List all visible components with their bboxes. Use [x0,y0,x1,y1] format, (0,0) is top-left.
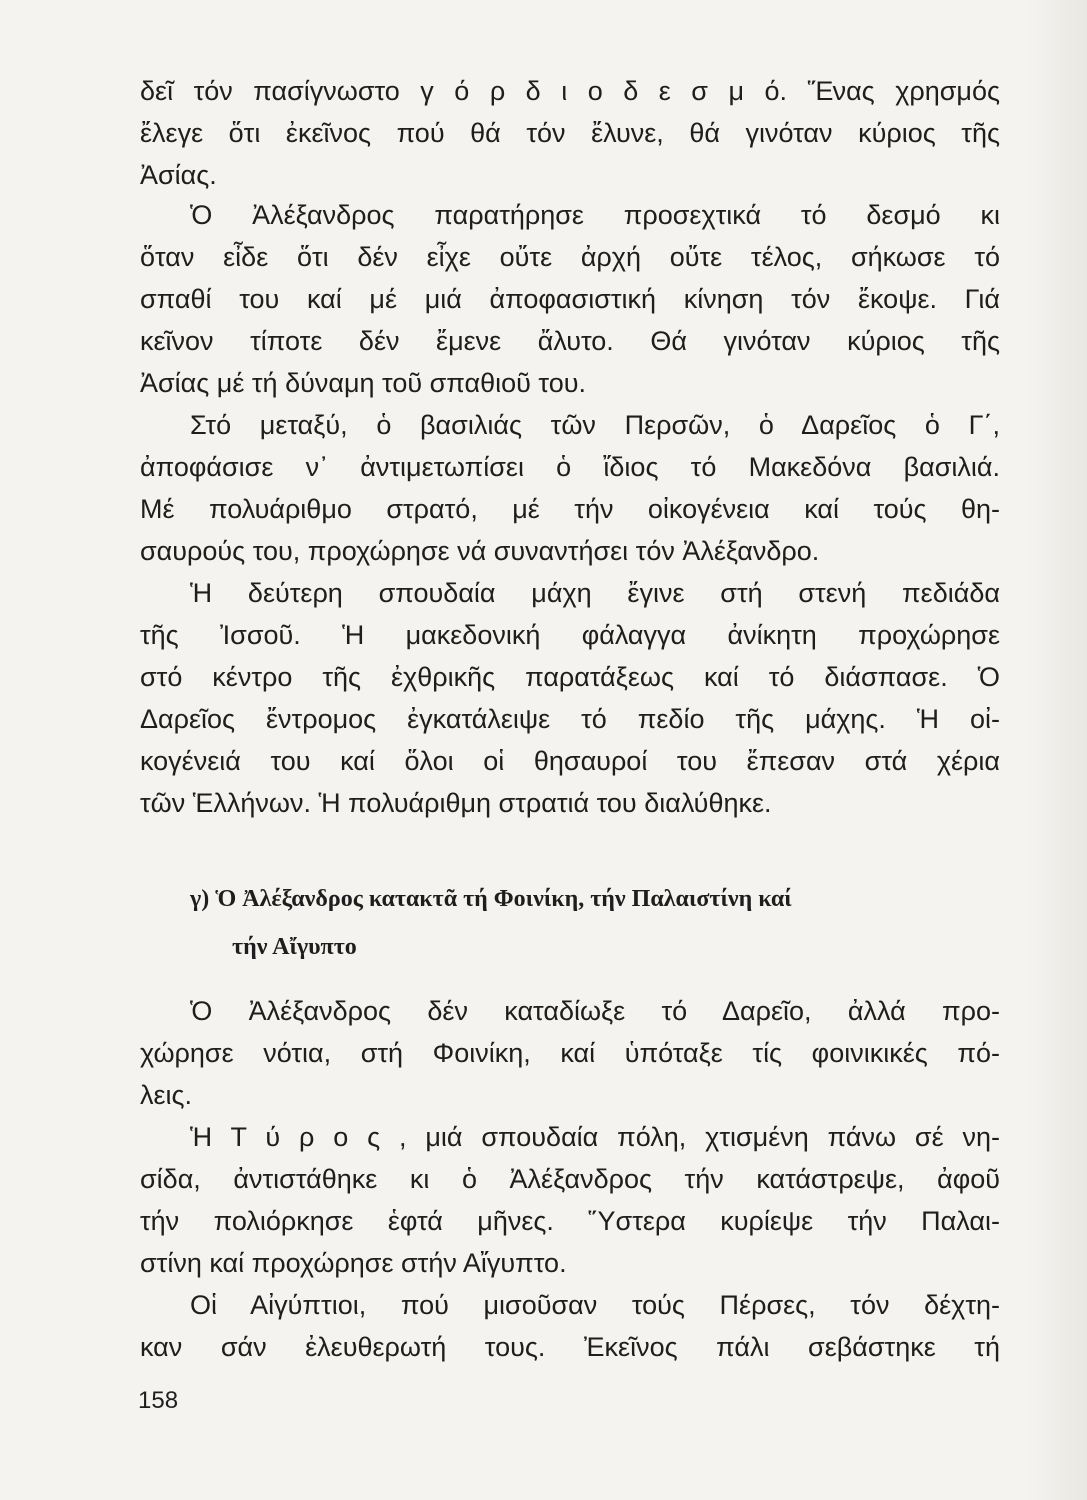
text-line: Ἡ δεύτερη σπουδαία μάχη ἔγινε στή στενή πεδιάδα [190,578,1000,608]
text-line: λεις. [140,1080,193,1110]
text-line: τῆς Ἰσσοῦ. Ἡ μακεδονική φάλαγγα ἀνίκητη προχώρησε [140,620,1000,650]
section-heading: γ) Ὁ Ἀλέξανδρος κατακτᾶ τή Φοινίκη, τήν Παλαιστίνη καί [190,886,792,912]
text-line: Ὁ Ἀλέξανδρος δέν καταδίωξε τό Δαρεῖο, ἀλλά προ- [190,996,1000,1026]
text-line: Ἀσίας. [140,160,217,190]
text-line: Ἀσίας μέ τή δύναμη τοῦ σπαθιοῦ του. [140,368,587,398]
text-line: Οἱ Αἰγύπτιοι, πού μισοῦσαν τούς Πέρσες, τόν δέχτη- [190,1290,1000,1320]
text-line: κεῖνον τίποτε δέν ἔμενε ἄλυτο. Θά γινόταν κύριος τῆς [140,326,1000,356]
text-line: στίνη καί προχώρησε στήν Αἴγυπτο. [140,1248,567,1278]
text-line: χώρησε νότια, στή Φοινίκη, καί ὑπόταξε τίς φοινικικές πό- [140,1038,1000,1068]
text-line: Ὁ Ἀλέξανδρος παρατήρησε προσεχτικά τό δεσμό κι [190,200,1000,230]
text-line: ἔλεγε ὅτι ἐκεῖνος πού θά τόν ἔλυνε, θά γινόταν κύριος τῆς [140,118,1000,148]
text-line: καν σάν ἐλευθερωτή τους. Ἐκεῖνος πάλι σεβάστηκε τή [140,1332,1000,1362]
text-line: ἀποφάσισε ν᾿ ἀντιμετωπίσει ὁ ἴδιος τό Μακεδόνα βασιλιά. [140,452,1000,482]
page-edge-shadow [1027,0,1087,1500]
text-line: τῶν Ἑλλήνων. Ἡ πολυάριθμη στρατιά του διαλύθηκε. [140,788,772,818]
section-heading-continued: τήν Αἴγυπτο [232,934,357,960]
text-line: σαυρούς του, προχώρησε νά συναντήσει τόν Ἀλέξανδρο. [140,536,820,566]
page-number: 158 [138,1387,179,1414]
text-line: τήν πολιόρκησε ἑφτά μῆνες. Ὕστερα κυρίεψε τήν Παλαι- [140,1206,1000,1236]
text-line: Στό μεταξύ, ὁ βασιλιάς τῶν Περσῶν, ὁ Δαρεῖος ὁ Γ΄, [190,410,1000,440]
text-line: σίδα, ἀντιστάθηκε κι ὁ Ἀλέξανδρος τήν κατάστρεψε, ἀφοῦ [140,1164,1000,1194]
text-line: Δαρεῖος ἔντρομος ἐγκατάλειψε τό πεδίο τῆς μάχης. Ἡ οἰ- [140,704,1000,734]
text-line: δεῖ τόν πασίγνωστο γ ό ρ δ ι ο δ ε σ μ ό. Ἕνας χρησμός [140,76,1000,106]
text-line: Ἡ Τ ύ ρ ο ς , μιά σπουδαία πόλη, χτισμένη πάνω σέ νη- [190,1122,1000,1152]
text-line: σπαθί του καί μέ μιά ἀποφασιστική κίνηση τόν ἔκοψε. Γιά [140,284,1000,314]
text-line: ὅταν εἶδε ὅτι δέν εἶχε οὔτε ἀρχή οὔτε τέλος, σήκωσε τό [140,242,1000,272]
text-line: Μέ πολυάριθμο στρατό, μέ τήν οἰκογένεια καί τούς θη- [140,494,1000,524]
text-line: στό κέντρο τῆς ἐχθρικῆς παρατάξεως καί τό διάσπασε. Ὁ [140,662,1000,692]
text-line: κογένειά του καί ὅλοι οἱ θησαυροί του ἔπεσαν στά χέρια [140,746,1000,776]
